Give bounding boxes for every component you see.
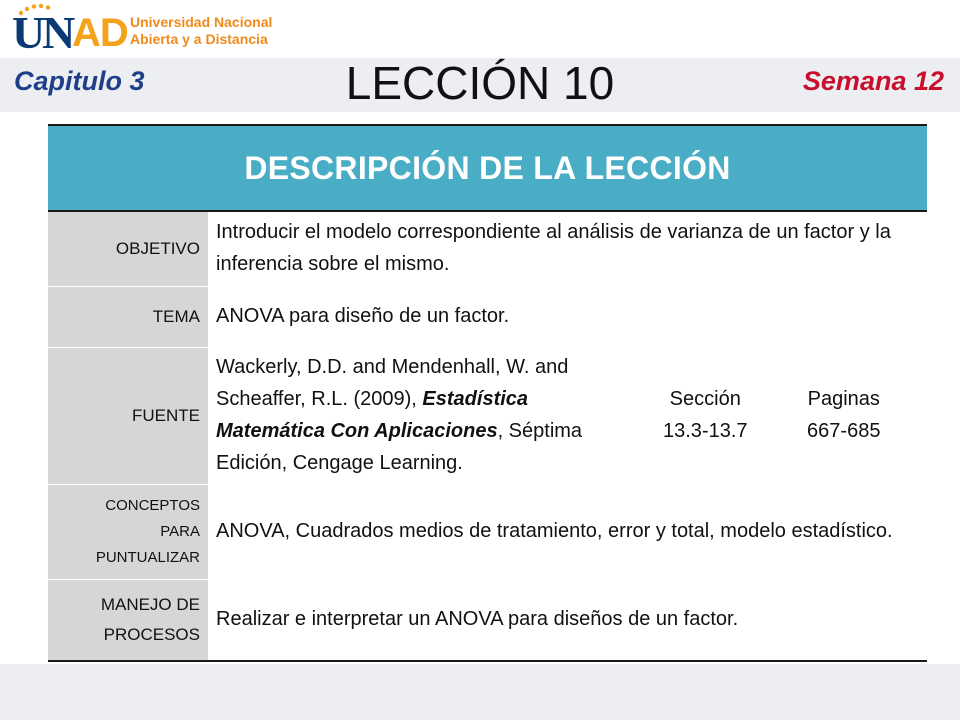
row-label-fuente: FUENTE bbox=[48, 348, 208, 484]
table-heading: DESCRIPCIÓN DE LA LECCIÓN bbox=[48, 126, 927, 212]
row-value-fuente bbox=[208, 348, 927, 484]
table-row-tema bbox=[48, 287, 927, 348]
row-label-manejo-line2: PROCESOS bbox=[103, 625, 200, 644]
source-pages bbox=[775, 383, 914, 447]
footer-band bbox=[0, 664, 960, 720]
source-section bbox=[636, 383, 775, 447]
row-label-manejo-line1: MANEJO DE bbox=[100, 595, 200, 614]
logo-letter-u: U bbox=[12, 7, 45, 58]
row-label-conceptos bbox=[48, 485, 208, 579]
table-row-objetivo bbox=[48, 212, 927, 287]
table-row-fuente bbox=[48, 348, 927, 485]
source-pages-label: Paginas bbox=[807, 388, 880, 410]
row-label-conceptos-line3: PUNTUALIZAR bbox=[95, 549, 200, 566]
row-value-objetivo: Introducir el modelo correspondiente al análisis de varianza de un factor y la inferencia sobre el mismo. bbox=[208, 212, 927, 286]
row-label-conceptos-line2: PARA bbox=[160, 523, 200, 540]
citation-edition: , Séptima Edición, Cengage Learning. bbox=[216, 420, 583, 474]
logo-letter-n: N bbox=[42, 7, 75, 58]
table-row-manejo bbox=[48, 580, 927, 660]
row-value-tema: ANOVA para diseño de un factor. bbox=[208, 287, 927, 347]
chapter-label: Capitulo 3 bbox=[14, 66, 145, 96]
logo-university-subtitle: Abierta y a Distancia bbox=[130, 31, 268, 47]
source-section-value: 13.3-13.7 bbox=[662, 420, 748, 442]
citation-authors: Wackerly, D.D. and Mendenhall, W. and Scheaffer, R.L. (2009), bbox=[216, 356, 569, 410]
week-label: Semana 12 bbox=[802, 66, 944, 96]
page-title: LECCIÓN 10 bbox=[345, 57, 615, 109]
row-label-manejo bbox=[48, 580, 208, 660]
lesson-description-table bbox=[48, 124, 927, 662]
source-section-label: Sección bbox=[669, 388, 741, 410]
source-citation bbox=[216, 351, 636, 479]
unad-logo bbox=[8, 2, 298, 56]
source-pages-value: 667-685 bbox=[807, 420, 881, 442]
table-row-conceptos bbox=[48, 485, 927, 580]
row-label-conceptos-line1: CONCEPTOS bbox=[105, 497, 200, 514]
row-label-tema: TEMA bbox=[48, 287, 208, 347]
row-value-manejo: Realizar e interpretar un ANOVA para diseños de un factor. bbox=[208, 580, 927, 660]
citation-book-title: Estadística Matemática Con Aplicaciones bbox=[216, 388, 529, 442]
row-value-conceptos: ANOVA, Cuadrados medios de tratamiento, error y total, modelo estadístico. bbox=[208, 485, 927, 579]
logo-university-name: Universidad Nacional bbox=[130, 14, 273, 30]
logo-letters-ad: AD bbox=[72, 11, 128, 55]
row-label-objetivo: OBJETIVO bbox=[48, 212, 208, 286]
